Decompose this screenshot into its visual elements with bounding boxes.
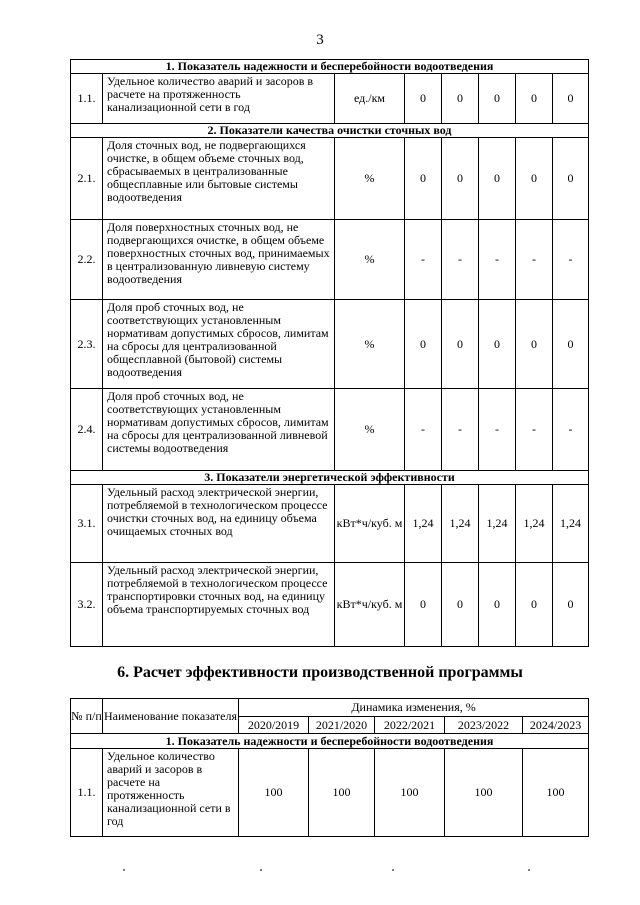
section-6-heading: 6. Расчет эффективности производственной программы [117, 664, 523, 681]
period-header: 2022/2021 [375, 717, 445, 734]
period-header: 2023/2022 [445, 717, 523, 734]
row-unit: % [335, 138, 405, 220]
row-unit: % [335, 300, 405, 389]
row-value: 100 [523, 749, 589, 837]
row-value: 0 [442, 563, 479, 647]
row-unit: ед./км [335, 74, 405, 124]
row-value: 0 [553, 138, 589, 220]
row-number: 3.1. [71, 485, 103, 563]
row-unit: кВт*ч/куб. м [335, 563, 405, 647]
row-description: Удельный расход электрической энергии, потребляемой в технологическом процессе очистки сточных вод, на единицу объема очищаемых сточных вод [103, 485, 335, 563]
efficiency-table [70, 698, 589, 837]
table-row [71, 749, 589, 837]
row-value: 100 [239, 749, 309, 837]
row-number: 3.2. [71, 563, 103, 647]
row-value: 1,24 [442, 485, 479, 563]
section-title: 2. Показатели качества очистки сточных вод [71, 124, 589, 138]
row-value: 1,24 [516, 485, 553, 563]
row-value: - [553, 220, 589, 300]
row-description: Удельное количество аварий и засоров в расчете на протяженность канализационной сети в год [103, 74, 335, 124]
row-value: 0 [405, 74, 442, 124]
column-header-dynamics: Динамика изменения, % [239, 699, 589, 717]
period-header: 2021/2020 [309, 717, 375, 734]
row-value: 100 [309, 749, 375, 837]
column-header-number: № п/п [71, 699, 103, 734]
column-header-name: Наименование показателя [103, 699, 239, 734]
table-row [71, 389, 589, 471]
indicators-table [70, 59, 589, 647]
row-value: 0 [479, 74, 516, 124]
row-value: 100 [445, 749, 523, 837]
row-number: 2.3. [71, 300, 103, 389]
row-value: - [479, 220, 516, 300]
row-value: - [479, 389, 516, 471]
row-number: 2.1. [71, 138, 103, 220]
row-value: - [553, 389, 589, 471]
row-value: 0 [516, 74, 553, 124]
table-row [71, 138, 589, 220]
table-row [71, 300, 589, 389]
section-title: 1. Показатель надежности и бесперебойности водоотведения [71, 734, 589, 749]
row-value: 0 [516, 300, 553, 389]
row-value: 0 [405, 300, 442, 389]
row-value: 1,24 [405, 485, 442, 563]
period-header: 2024/2023 [523, 717, 589, 734]
row-description: Доля проб сточных вод, не соответствующих установленным нормативам допустимых сбросов, лимитам на сбросы для централизованной общесплавной (бытовой) системы водоотведения [103, 300, 335, 389]
table-row [71, 220, 589, 300]
row-value: 0 [516, 138, 553, 220]
row-value: - [405, 389, 442, 471]
row-value: 0 [405, 563, 442, 647]
row-unit: кВт*ч/куб. м [335, 485, 405, 563]
row-description: Доля поверхностных сточных вод, не подвергающихся очистке, в общем объеме поверхностных сточных вод, принимаемых в централизованную ливневую систему водоотведения [103, 220, 335, 300]
row-value: 0 [405, 138, 442, 220]
row-number: 2.2. [71, 220, 103, 300]
table-row [71, 485, 589, 563]
row-value: 0 [516, 563, 553, 647]
row-number: 2.4. [71, 389, 103, 471]
section-title: 3. Показатели энергетической эффективности [71, 471, 589, 485]
row-value: 0 [553, 300, 589, 389]
table-row [71, 74, 589, 124]
section-title: 1. Показатель надежности и бесперебойности водоотведения [71, 60, 589, 74]
row-value: - [516, 220, 553, 300]
period-header: 2020/2019 [239, 717, 309, 734]
row-number: 1.1. [71, 749, 103, 837]
row-value: - [442, 389, 479, 471]
table-row [71, 563, 589, 647]
row-value: 0 [442, 138, 479, 220]
row-number: 1.1. [71, 74, 103, 124]
row-description: Доля сточных вод, не подвергающихся очистке, в общем объеме сточных вод, сбрасываемых в централизованные общесплавные или бытовые системы водоотведения [103, 138, 335, 220]
row-value: 0 [442, 74, 479, 124]
row-value: 0 [442, 300, 479, 389]
row-value: 100 [375, 749, 445, 837]
row-value: 1,24 [553, 485, 589, 563]
scan-artifacts [0, 869, 640, 875]
row-value: - [405, 220, 442, 300]
row-description: Доля проб сточных вод, не соответствующих установленным нормативам допустимых сбросов, лимитам на сбросы для централизованной ливневой системы водоотведения [103, 389, 335, 471]
row-description: Удельное количество аварий и засоров в расчете на протяженность канализационной сети в год [103, 749, 239, 837]
row-unit: % [335, 389, 405, 471]
row-value: 1,24 [479, 485, 516, 563]
row-description: Удельный расход электрической энергии, потребляемой в технологическом процессе транспортировки сточных вод, на единицу объема транспортируемых сточных вод [103, 563, 335, 647]
row-value: - [516, 389, 553, 471]
row-value: 0 [553, 74, 589, 124]
row-unit: % [335, 220, 405, 300]
row-value: 0 [479, 300, 516, 389]
row-value: - [442, 220, 479, 300]
page-number: 3 [316, 32, 324, 48]
row-value: 0 [479, 138, 516, 220]
row-value: 0 [479, 563, 516, 647]
row-value: 0 [553, 563, 589, 647]
